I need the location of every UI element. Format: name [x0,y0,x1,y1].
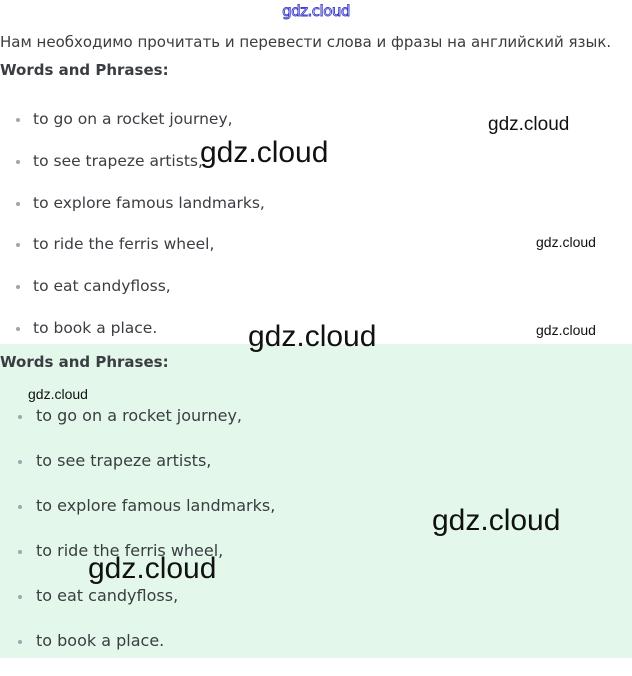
list-item-text: to ride the ferris wheel, [33,235,215,254]
watermark: gdz.cloud [536,234,596,250]
list-item [0,496,275,541]
list-item-text: to see trapeze artists, [33,151,203,170]
watermark: gdz.cloud [88,552,217,585]
list-item [0,451,275,496]
bullet-icon [16,243,20,247]
bullet-icon [18,550,22,554]
list-item-text: to explore famous landmarks, [36,496,276,515]
list-item-text: to eat candyfloss, [36,586,179,605]
bullet-icon [16,118,20,122]
section-heading: Words and Phrases: [0,61,169,79]
bullet-icon [18,505,22,509]
watermark: gdz.cloud [488,114,570,135]
watermark: gdz.cloud [536,322,596,338]
phrase-list [0,406,275,676]
intro-text: Нам необходимо прочитать и перевести слова и фразы на английский язык. [0,33,612,51]
list-item-text: to see trapeze artists, [36,451,212,470]
list-item [0,586,275,631]
header-watermark: gdz.cloud [282,2,350,20]
list-item-text: to book a place. [33,318,158,337]
bullet-icon [18,595,22,599]
list-item-text: to book a place. [36,631,165,650]
bullet-icon [16,285,20,289]
bullet-icon [18,415,22,419]
list-item-text: to explore famous landmarks, [33,193,265,212]
list-item [0,406,275,451]
list-item [0,235,265,277]
bullet-icon [18,640,22,644]
bullet-icon [16,202,20,206]
watermark: gdz.cloud [248,320,377,353]
watermark: gdz.cloud [432,504,561,537]
bullet-icon [16,160,20,164]
list-item [0,631,275,676]
list-item-text: to eat candyfloss, [33,277,171,296]
bullet-icon [16,327,20,331]
section-heading: Words and Phrases: [0,353,169,371]
list-item-text: to go on a rocket journey, [33,110,233,128]
watermark: gdz.cloud [28,386,88,402]
list-item-text: to go on a rocket journey, [36,406,243,425]
watermark: gdz.cloud [200,136,329,169]
bullet-icon [18,460,22,464]
list-item-text: to ride the ferris wheel, [36,541,224,560]
list-item [0,277,265,319]
list-item [0,194,265,236]
